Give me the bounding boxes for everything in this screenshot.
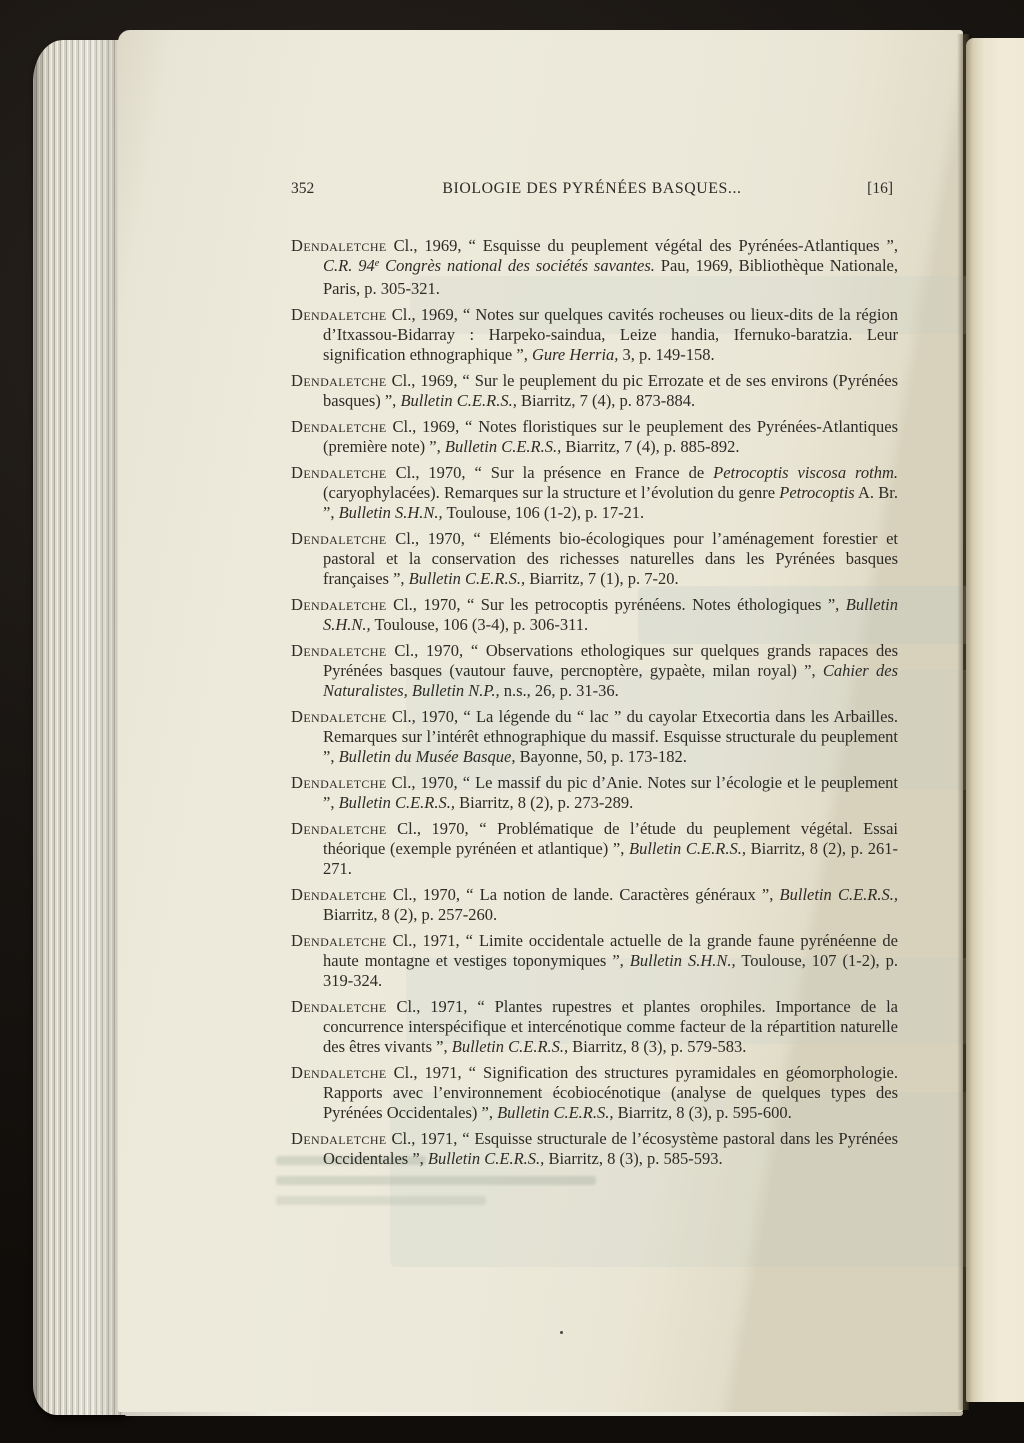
entry-text: Toulouse, 106 (3-4), p. 306-311. <box>370 615 589 634</box>
paper-speck <box>560 1331 563 1334</box>
entry-text: Biarritz, 7 (1), p. 7-20. <box>525 569 679 588</box>
author-name: Dendaletche <box>291 1129 387 1148</box>
bibliography-entry <box>291 529 898 589</box>
entry-text: Cl., 1970, “ Sur la présence en France de <box>386 463 714 482</box>
bibliography-entry <box>291 1063 898 1123</box>
show-through-text-ghost <box>276 1176 596 1185</box>
entry-text: Toulouse, 107 (1-2), p. 319-324. <box>323 951 898 990</box>
bibliography-entry <box>291 305 898 365</box>
bibliography-entry <box>291 371 898 411</box>
entry-text: Cl., 1971, “ Signification des structures pyramidales en géomorphologie. Rapports avec l’environnement écobiocénotique (analyse de quelques types des Pyrénées Occidentales) ”, <box>323 1063 898 1122</box>
entry-text: Cl., 1969, “ Notes sur quelques cavités rocheuses ou lieux-dits de la région d’Itxassou-Bidarray : Harpeko-saindua, Leize handia, Ifernuko-baratzia. Leur signification ethnographique ”, <box>323 305 898 364</box>
entry-text: Cl., 1971, “ Esquisse structurale de l’écosystème pastoral dans les Pyrénées Occidentales ”, <box>323 1129 898 1168</box>
journal-title: Bulletin S.H.N., <box>629 951 736 970</box>
journal-title: Bulletin S.H.N., <box>323 595 898 634</box>
author-name: Dendaletche <box>291 707 387 726</box>
author-name: Dendaletche <box>291 885 387 904</box>
journal-title: Bulletin C.E.R.S., <box>497 1103 614 1122</box>
journal-title: Bulletin C.E.R.S., <box>451 1037 569 1056</box>
entry-text: Biarritz, 8 (3), p. 595-600. <box>613 1103 792 1122</box>
author-name: Dendaletche <box>291 931 387 950</box>
page-header <box>291 180 893 198</box>
bibliography-entry <box>291 819 898 879</box>
journal-title: Petrocoptis <box>779 483 855 502</box>
journal-title: Bulletin C.E.R.S., <box>779 885 898 904</box>
bibliography-entry <box>291 641 898 701</box>
entry-text: Pau, 1969, Bibliothèque Nationale, Paris, p. 305-321. <box>323 256 898 298</box>
bibliography-list <box>291 236 898 1175</box>
author-name: Dendaletche <box>291 305 387 324</box>
journal-title: Gure Herria, <box>531 345 619 364</box>
bibliography-entry <box>291 236 898 299</box>
entry-text: Cl., 1969, “ Esquisse du peuplement végétal des Pyrénées-Atlantiques ”, <box>386 236 898 255</box>
bibliography-entry <box>291 997 898 1057</box>
running-title: BIOLOGIE DES PYRÉNÉES BASQUES... <box>442 180 742 197</box>
entry-text: Bayonne, 50, p. 173-182. <box>515 747 687 766</box>
bibliography-entry <box>291 417 898 457</box>
journal-title: Congrès national des sociétés savantes. <box>379 256 655 275</box>
bibliography-entry <box>291 885 898 925</box>
journal-title: C.R. 94 <box>323 256 375 275</box>
left-page-edges-stack <box>33 40 129 1415</box>
author-name: Dendaletche <box>291 1063 387 1082</box>
author-name: Dendaletche <box>291 595 387 614</box>
journal-title: Cahier des Naturalistes, Bulletin N.P., <box>323 661 898 700</box>
entry-text: Cl., 1970, “ La notion de lande. Caractères généraux ”, <box>386 885 780 904</box>
entry-text: Toulouse, 106 (1-2), p. 17-21. <box>442 503 645 522</box>
entry-text: Cl., 1971, “ Plantes rupestres et plantes orophiles. Importance de la concurrence interspécifique et intercénotique comme facteur de la répartition naturelle des êtres vivants ”, <box>323 997 898 1056</box>
author-name: Dendaletche <box>291 529 387 548</box>
journal-title: Bulletin S.H.N., <box>338 503 443 522</box>
entry-text: Biarritz, 8 (2), p. 257-260. <box>323 905 498 924</box>
facing-page-edge <box>966 38 1024 1402</box>
entry-text: Cl., 1970, “ Eléments bio-écologiques pour l’aménagement forestier et pastoral et la conservation des richesses naturelles dans les Pyrénées basques françaises ”, <box>323 529 898 588</box>
entry-text: (caryophylacées). Remarques sur la structure et l’évolution du genre <box>323 483 780 502</box>
bibliography-entry <box>291 773 898 813</box>
journal-title: Bulletin C.E.R.S., <box>338 793 455 812</box>
entry-text: Biarritz, 8 (3), p. 579-583. <box>568 1037 747 1056</box>
author-name: Dendaletche <box>291 463 387 482</box>
entry-text: Biarritz, 7 (4), p. 873-884. <box>516 391 696 410</box>
entry-text: Cl., 1970, “ La légende du “ lac ” du cayolar Etxecortia dans les Arbailles. Remarques sur l’intérêt ethnographique du massif. Esquisse structurale du peuplement ”, <box>323 707 898 766</box>
entry-text: 3, p. 149-158. <box>618 345 715 364</box>
entry-text: Biarritz, 8 (2), p. 261-271. <box>323 839 898 878</box>
journal-title: Bulletin C.E.R.S., <box>427 1149 545 1168</box>
journal-title: Bulletin C.E.R.S., <box>408 569 526 588</box>
author-name: Dendaletche <box>291 997 387 1016</box>
entry-text: Cl., 1971, “ Limite occidentale actuelle de la grande faune pyrénéenne de haute montagne et vestiges toponymiques ”, <box>323 931 898 970</box>
bibliography-entry <box>291 1129 898 1169</box>
journal-title: Bulletin C.E.R.S., <box>400 391 517 410</box>
entry-text: n.s., 26, p. 31-36. <box>499 681 619 700</box>
show-through-text-ghost <box>276 1196 486 1205</box>
author-name: Dendaletche <box>291 371 387 390</box>
journal-title: Bulletin C.E.R.S., <box>629 839 746 858</box>
entry-text: Cl., 1969, “ Sur le peuplement du pic Errozate et de ses environs (Pyrénées basques) ”, <box>323 371 898 410</box>
entry-text: Cl., 1970, “ Le massif du pic d’Anie. Notes sur l’écologie et le peuplement ”, <box>323 773 898 812</box>
header-bracket-number: [16] <box>867 180 893 197</box>
bibliography-entry <box>291 463 898 523</box>
bibliography-entry <box>291 707 898 767</box>
author-name: Dendaletche <box>291 773 387 792</box>
page-number: 352 <box>291 180 315 197</box>
entry-text: Cl., 1970, “ Problématique de l’étude du peuplement végétal. Essai théorique (exemple pyrénéen et atlantique) ”, <box>323 819 898 858</box>
entry-text: Biarritz, 8 (2), p. 273-289. <box>454 793 634 812</box>
entry-text: Cl., 1969, “ Notes floristiques sur le peuplement des Pyrénées-Atlantiques (première note) ”, <box>323 417 898 456</box>
author-name: Dendaletche <box>291 417 387 436</box>
journal-title: Bulletin du Musée Basque, <box>338 747 516 766</box>
entry-text: Cl., 1970, “ Observations ethologiques sur quelques grands rapaces des Pyrénées basques (vautour fauve, percnoptère, gypaète, milan royal) ”, <box>323 641 898 680</box>
bibliography-entry <box>291 595 898 635</box>
bibliography-entry <box>291 931 898 991</box>
entry-text: Biarritz, 8 (3), p. 585-593. <box>544 1149 723 1168</box>
entry-text: A. Br. ”, <box>323 483 898 522</box>
author-name: Dendaletche <box>291 819 387 838</box>
author-name: Dendaletche <box>291 641 387 660</box>
entry-text: Biarritz, 7 (4), p. 885-892. <box>561 437 740 456</box>
journal-title: Bulletin C.E.R.S., <box>444 437 562 456</box>
entry-text: e <box>374 258 380 270</box>
entry-text: Cl., 1970, “ Sur les petrocoptis pyrénéens. Notes éthologiques ”, <box>386 595 846 614</box>
journal-title: Petrocoptis viscosa rothm. <box>713 463 898 482</box>
author-name: Dendaletche <box>291 236 387 255</box>
